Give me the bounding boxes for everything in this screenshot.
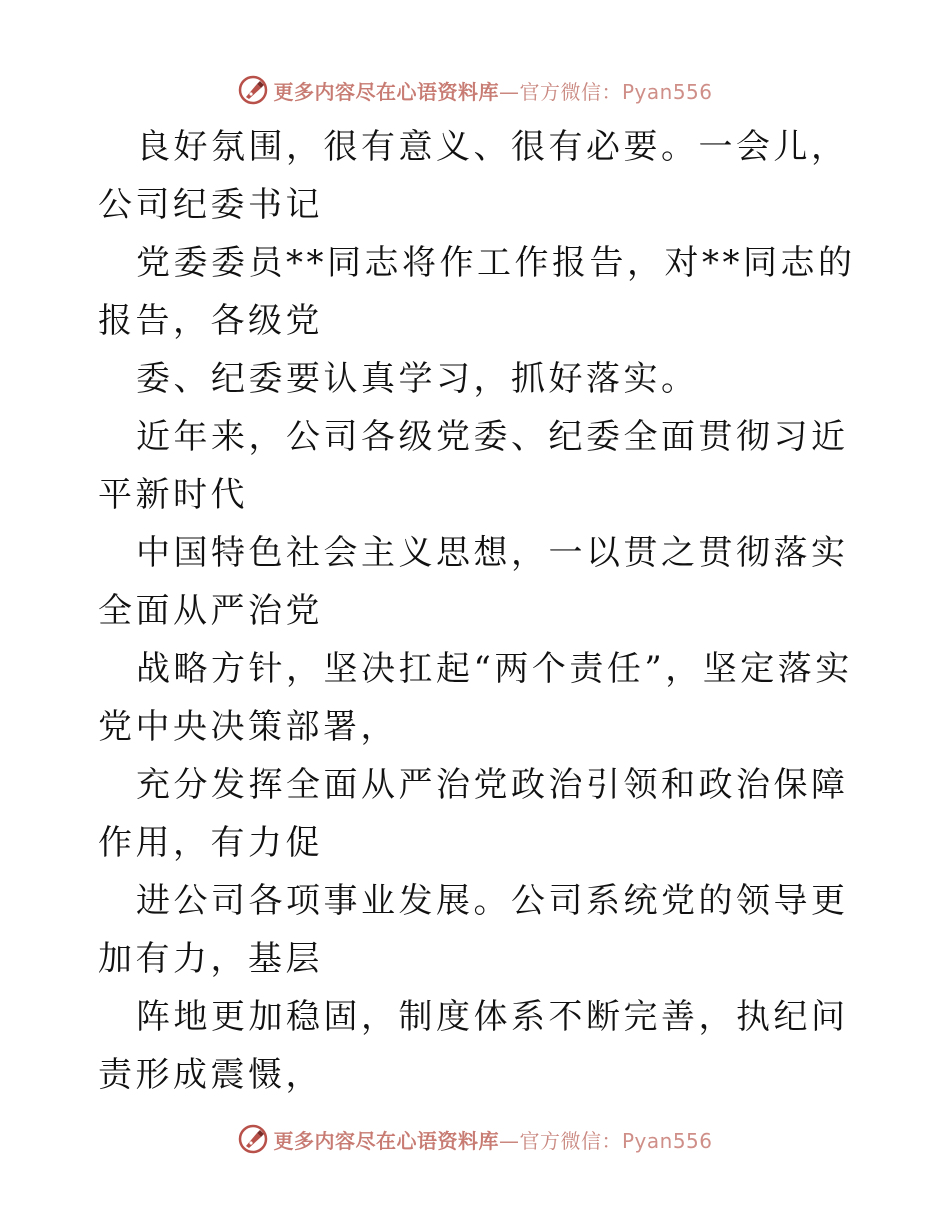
paragraph: 委、纪委要认真学习，抓好落实。 — [136, 359, 699, 399]
paragraph: 中国特色社会主义思想，一以贯之贯彻落实全面从严治党 — [98, 533, 849, 631]
watermark-text — [273, 76, 712, 105]
watermark-wechat-label: 官方微信： — [519, 79, 622, 104]
paragraph: 阵地更加稳固，制度体系不断完善，执纪问责形成震慑， — [98, 997, 849, 1095]
watermark-site: 更多内容尽在心语资料库 — [273, 1128, 499, 1153]
footer-watermark — [0, 1121, 950, 1157]
watermark-text — [273, 1125, 712, 1154]
paragraph: 充分发挥全面从严治党政治引领和政治保障作用，有力促 — [98, 765, 849, 863]
watermark-site: 更多内容尽在心语资料库 — [273, 79, 499, 104]
watermark-dash: — — [498, 1128, 520, 1153]
paragraph: 战略方针，坚决扛起“两个责任”，坚定落实党中央决策部署， — [98, 649, 853, 747]
pen-nib-seal-icon — [237, 74, 269, 106]
paragraph: 良好氛围，很有意义、很有必要。一会儿，公司纪委书记 — [98, 127, 849, 225]
watermark-dash: — — [498, 79, 520, 104]
watermark-wechat-id: Pyan556 — [621, 79, 713, 104]
header-watermark — [0, 72, 950, 108]
paragraph: 近年来，公司各级党委、纪委全面贯彻习近平新时代 — [98, 417, 849, 515]
watermark-wechat-id: Pyan556 — [621, 1128, 713, 1153]
document-body — [98, 118, 858, 1104]
paragraph: 党委委员**同志将作工作报告，对**同志的报告，各级党 — [98, 243, 856, 341]
paragraph: 进公司各项事业发展。公司系统党的领导更加有力，基层 — [98, 881, 849, 979]
pen-nib-seal-icon — [237, 1123, 269, 1155]
watermark-wechat-label: 官方微信： — [519, 1128, 622, 1153]
